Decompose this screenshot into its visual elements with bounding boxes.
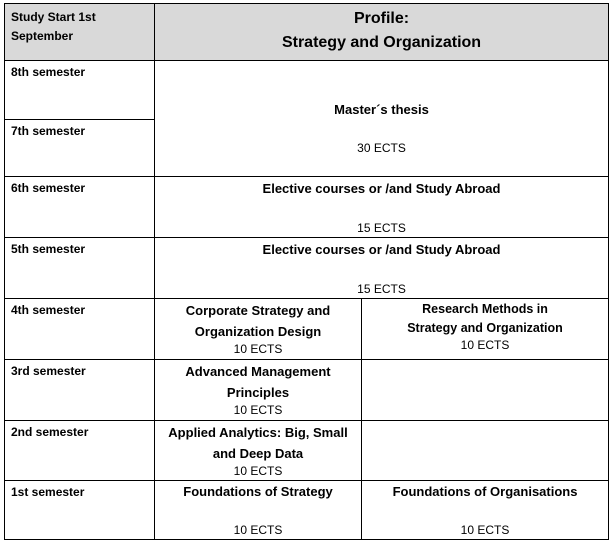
semester-1-label: 1st semester [5,481,155,540]
foundations-strategy-ects: 10 ECTS [233,523,283,537]
elective-6-cell [155,177,609,238]
row-semester-4 [5,299,609,360]
row-semester-6 [5,177,609,238]
thesis-name: Master´s thesis [334,102,429,117]
row-semester-5 [5,238,609,299]
elective-6-ects: 15 ECTS [357,221,406,235]
semester-4-label: 4th semester [5,299,155,360]
study-plan-table [4,3,609,540]
advanced-management-ects: 10 ECTS [233,403,283,417]
semester-6-label: 6th semester [5,177,155,238]
elective-6-name: Elective courses or /and Study Abroad [262,181,501,196]
research-methods-line2: Strategy and Organization [407,321,563,335]
advanced-management-cell [155,360,362,421]
elective-5-cell [155,238,609,299]
corporate-strategy-cell [155,299,362,360]
elective-5-ects: 15 ECTS [357,282,406,296]
semester-3-label: 3rd semester [5,360,155,421]
corporate-strategy-ects: 10 ECTS [233,342,283,356]
semester-7-label: 7th semester [5,119,155,177]
applied-analytics-cell [155,421,362,481]
foundations-organisations-ects: 10 ECTS [460,523,510,537]
research-methods-line1: Research Methods in [422,302,548,316]
row-semester-3 [5,360,609,421]
header-row [5,4,609,61]
thesis-ects: 30 ECTS [357,141,406,155]
semester-5-label: 5th semester [5,238,155,299]
advanced-management-line1: Advanced Management [185,364,331,379]
profile-label: Profile: [353,10,410,27]
semester-2-label: 2nd semester [5,421,155,481]
foundations-organisations-name: Foundations of Organisations [392,484,578,499]
foundations-strategy-cell [155,481,362,540]
profile-name: Strategy and Organization [281,34,482,51]
row-semester-8 [5,61,609,120]
empty-cell-3 [362,360,609,421]
applied-analytics-line2: and Deep Data [212,446,304,461]
research-methods-cell [362,299,609,360]
corporate-strategy-line2: Organization Design [194,324,322,339]
row-semester-2 [5,421,609,481]
corporate-strategy-line1: Corporate Strategy and [185,303,331,318]
thesis-cell [155,61,609,177]
empty-cell-2 [362,421,609,481]
row-semester-1 [5,481,609,540]
elective-5-name: Elective courses or /and Study Abroad [262,242,501,257]
advanced-management-line2: Principles [226,385,290,400]
study-start-label: Study Start 1st September [5,4,155,61]
profile-header [155,4,609,61]
applied-analytics-ects: 10 ECTS [233,464,283,478]
foundations-organisations-cell [362,481,609,540]
semester-8-label: 8th semester [5,61,155,120]
applied-analytics-line1: Applied Analytics: Big, Small [168,425,348,440]
research-methods-ects: 10 ECTS [460,338,510,352]
foundations-strategy-name: Foundations of Strategy [183,484,333,499]
